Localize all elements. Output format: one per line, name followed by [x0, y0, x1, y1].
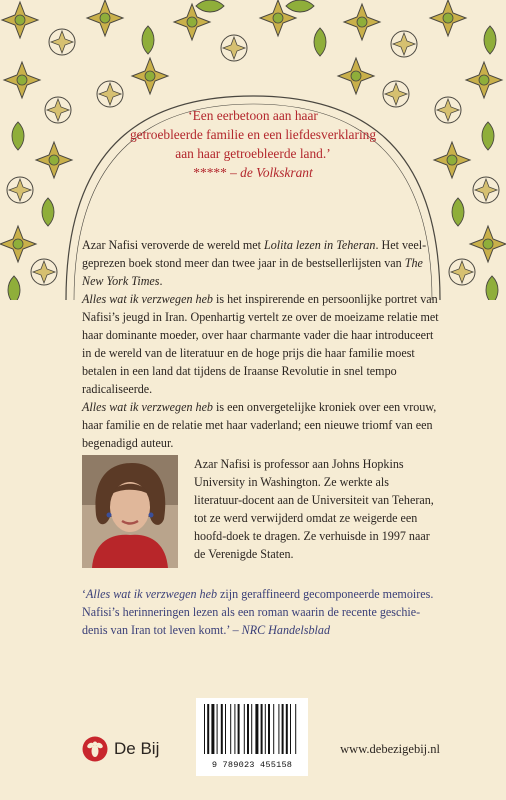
top-quote-line-1: ‘Een eerbetoon aan haar — [188, 108, 318, 123]
ornament-top-band — [2, 0, 496, 107]
author-bio: Azar Nafisi is professor aan Johns Hopkins University in Washington. Ze werkte als literatuur-docent aan de Universiteit van Teheran, tot ze werd verwijderd omdat ze weigerde een hoofd-doek te dragen. Ze verhuisde in 1997 naar de Verenigde Staten. — [194, 457, 434, 561]
source-nyt: The New York Times — [82, 256, 423, 288]
bottom-quote-source: NRC Handelsblad — [241, 623, 330, 637]
bottom-quote-book-title: Alles wat ik verzwegen heb — [86, 587, 218, 601]
publisher-name: De Bij — [114, 739, 160, 758]
description-paragraph-3: Alles wat ik verzwegen heb is een onvergetelijke kroniek over een vrouw, haar familie en de relatie met haar vaderland; een nieuwe triomf van een begenadigd auteur. — [82, 400, 437, 450]
top-quote-source: de Volkskrant — [240, 165, 313, 180]
book-description — [82, 236, 440, 452]
bee-logo-icon — [82, 736, 108, 762]
rating-stars: ***** — [193, 165, 227, 180]
isbn-number: 9 789023 455158 — [196, 760, 308, 770]
top-quote-source-line: ***** – de Volkskrant — [193, 165, 313, 180]
publisher-logo — [82, 736, 159, 762]
description-paragraph-2: Alles wat ik verzwegen heb is het inspirerende en persoonlijke portret van Nafisi’s jeugd in Iran. Openhartig vertelt ze over de moeizame relatie met haar dominante moeder, over haar charmante vader die haar introduceert in de wereld van de literatuur en de hoge prijs die haar familie moest betalen in een land dat tijdens de Iraanse Revolutie in snel tempo radicaliseerde. — [82, 292, 439, 396]
top-review-quote — [0, 106, 506, 182]
publisher-url: www.debezigebij.nl — [340, 742, 440, 756]
book-title-lolita: Lolita lezen in Teheran — [264, 238, 376, 252]
author-photo — [82, 455, 178, 568]
top-quote-line-3: aan haar getroebleerde land.’ — [175, 146, 331, 161]
top-quote-line-2: getroebleerde familie en een liefdesverklaring — [129, 127, 377, 142]
description-paragraph-1: Azar Nafisi veroverde de wereld met Lolita lezen in Teheran. Het veel-geprezen boek stond meer dan twee jaar in de bestsellerlijsten van The New York Times. — [82, 238, 427, 288]
bottom-review-quote: ‘Alles wat ik verzwegen heb zijn geraffineerd gecomponeerde memoires. Nafisi’s herinneringen lezen als een roman waarin de recente geschiedenis van Iran tot leven komt.’ – NRC Handelsblad — [82, 587, 434, 637]
